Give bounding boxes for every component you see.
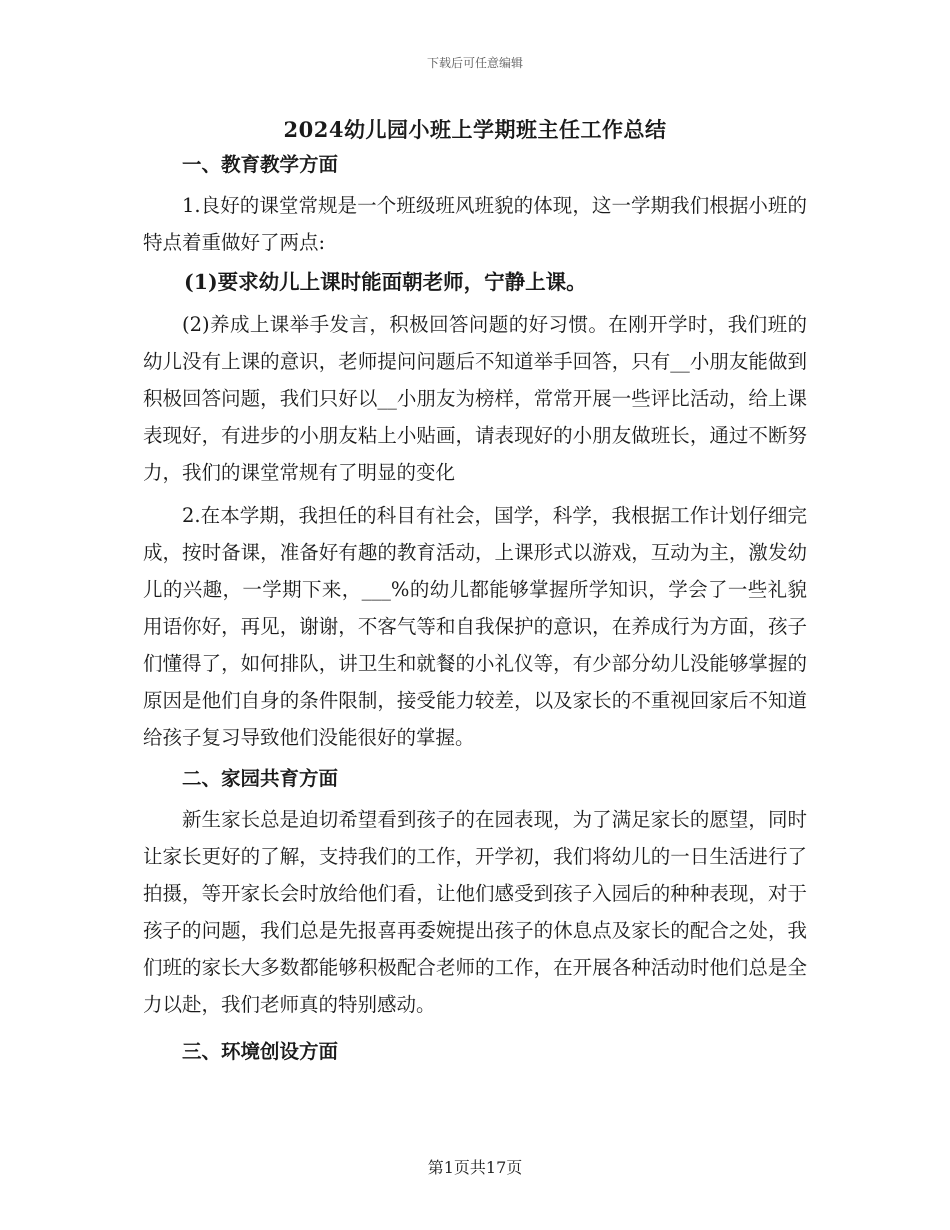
section-heading-home-school: 二、家园共育方面	[182, 767, 339, 790]
document-title: 2024幼儿园小班上学期班主任工作总结	[283, 117, 667, 142]
paragraph: 1.良好的课堂常规是一个班级班风班貌的体现，这一学期我们根据小班的特点着重做好了两点:	[143, 194, 807, 254]
document-body	[143, 146, 807, 1074]
section-heading-environment: 三、环境创设方面	[182, 1040, 339, 1063]
page-number: 第1页共17页	[427, 1158, 523, 1177]
header-note: 下载后可任意编辑	[426, 56, 523, 70]
paragraph: (2)养成上课举手发言，积极回答问题的好习惯。在刚开学时，我们班的幼儿没有上课的意识，老师提问问题后不知道举手回答，只有__小朋友能做到积极回答问题，我们只好以__小朋友为榜样，常常开展一些评比活动，给上课表现好，有进步的小朋友粘上小贴画，请表现好的小朋友做班长，通过不断努力，我们的课堂常规有了明显的变化	[143, 313, 807, 484]
section-heading-education: 一、教育教学方面	[182, 153, 339, 176]
paragraph-bold-item: (1)要求幼儿上课时能面朝老师，宁静上课。	[184, 270, 587, 294]
paragraph: 新生家长总是迫切希望看到孩子的在园表现，为了满足家长的愿望，同时让家长更好的了解，支持我们的工作，开学初，我们将幼儿的一日生活进行了拍摄，等开家长会时放给他们看，让他们感受到孩子入园后的种种表现，对于孩子的问题，我们总是先报喜再委婉提出孩子的休息点及家长的配合之处，我们班的家长大多数都能够积极配合老师的工作，在开展各种活动时他们总是全力以赴，我们老师真的特别感动。	[143, 808, 807, 1016]
paragraph: 2.在本学期，我担任的科目有社会，国学，科学，我根据工作计划仔细完成，按时备课，准备好有趣的教育活动，上课形式以游戏，互动为主，激发幼儿的兴趣，一学期下来，___%的幼儿都能够掌握所学知识，学会了一些礼貌用语你好，再见，谢谢，不客气等和自我保护的意识，在养成行为方面，孩子们懂得了，如何排队，讲卫生和就餐的小礼仪等，有少部分幼儿没能够掌握的原因是他们自身的条件限制，接受能力较差，以及家长的不重视回家后不知道给孩子复习导致他们没能很好的掌握。	[143, 504, 807, 749]
